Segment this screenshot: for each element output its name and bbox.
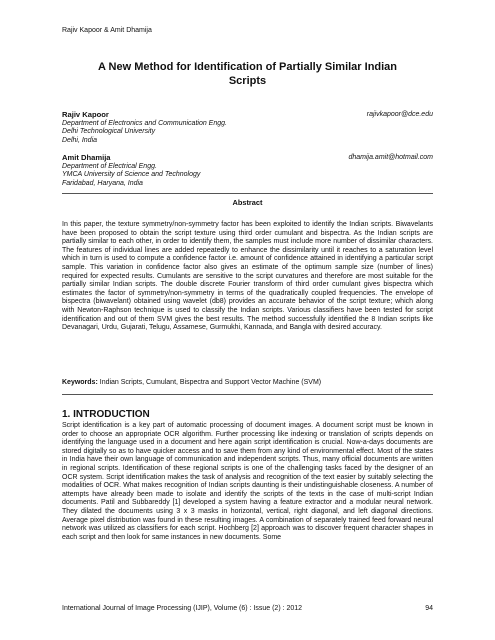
abstract-top-rule	[62, 193, 433, 194]
author-name: Amit Dhamija	[62, 153, 111, 162]
author-block-1	[62, 111, 433, 145]
author-affiliation-line: Delhi, India	[62, 136, 98, 144]
author-name: Rajiv Kapoor	[62, 110, 109, 119]
title-line-1: A New Method for Identification of Partially Similar Indian	[97, 61, 398, 73]
keywords-label: Keywords:	[62, 379, 98, 386]
author-email[interactable]: rajivkapoor@dce.edu	[366, 111, 433, 118]
footer-journal: International Journal of Image Processing (IJIP), Volume (6) : Issue (2) : 2012	[62, 605, 303, 612]
paper-title	[62, 60, 433, 88]
author-affiliation-line: Faridabad, Haryana, India	[62, 179, 143, 187]
page-number: 94	[425, 605, 433, 612]
keywords-bottom-rule	[62, 394, 433, 395]
running-head: Rajiv Kapoor & Amit Dhamija	[62, 27, 152, 34]
page-footer	[62, 605, 433, 612]
keywords-text: Indian Scripts, Cumulant, Bispectra and Support Vector Machine (SVM)	[99, 379, 322, 386]
author-affiliation-line: YMCA University of Science and Technology	[62, 171, 201, 179]
keywords	[62, 379, 433, 386]
title-line-2: Scripts	[228, 75, 267, 87]
author-affiliation-line: Department of Electrical Engg.	[62, 162, 157, 170]
author-affiliation-line: Delhi Technological University	[62, 128, 156, 136]
author-affiliation-line: Department of Electronics and Communication Engg.	[62, 119, 227, 127]
abstract-text: In this paper, the texture symmetry/non-symmetry factor has been exploited to identify the Indian scripts. Biwavelants have been proposed to obtain the script texture using third order cumulant and bispectra. As the Indian scripts are partially similar to each other, in order to identify them, the samples must include more number of dissimilar characters. The features of individual lines are added repeatedly to enhance the dissimilarity until it reaches to a saturation level which in turn is used to compute a confidence factor i.e. amount of confidence attained in identifying a particular script sample. This variation in confidence factor also gives an estimate of the optimum sample size (number of lines) required for expected results. Cumulants are sensitive to the script curvatures and therefore are most suitable for the partially similar Indian scripts. The double discrete Fourier transform of third order cumulant gives bispectra which estimates the factor of symmetry/non-symmetry in terms of the quadratically coupled frequencies. The envelope of bispectra (biwavelant) obtained using wavelet (db8) provides an accurate behavior of the script texture; which along with Newton-Raphson technique is used to classify the Indian scripts. Various classifiers have been tested for script identification and out of them SVM gives the best results. The method successfully identified the 8 Indian scripts like Devanagari, Urdu, Gujarati, Telugu, Assamese, Gurmukhi, Kannada, and Bangla with desired accuracy.	[62, 221, 433, 332]
abstract-heading: Abstract	[232, 198, 263, 207]
section-heading: 1. INTRODUCTION	[62, 409, 150, 420]
author-block-2	[62, 154, 433, 188]
intro-text: Script identification is a key part of automatic processing of document images. A document script must be known in order to choose an appropriate OCR algorithm. Further processing like indexing or translation of scripts depends on identifying the language used in a document and here again script identification is crucial. Now-a-days documents are stored digitally so as to have quicker access and to save them from any kind of environmental effect. Most of the states in India have their own language of communication and independent scripts. Thus, many official documents are written in regional scripts. Identification of these regional scripts is one of the challenging tasks faced by the designer of an OCR system. Script identification makes the task of analysis and recognition of the text easier by suitably selecting the modalities of OCR. What makes recognition of Indian scripts daunting is their undistinguishable closeness. A number of attempts have already been made to isolate and identify the scripts of the texts in the case of multi-script Indian documents. Patil and Subbareddy [1] developed a system having a feature extractor and a modular neural network. They dilated the documents using 3 x 3 masks in horizontal, vertical, right diagonal, and left diagonal directions. Average pixel distribution was found in these resulting images. A combination of separately trained feed forward neural network was utilized as classifiers for each script. Hochberg [2] approach was to discover frequent character shapes in each script and then look for same instances in new documents. Some	[62, 422, 433, 541]
author-email[interactable]: dhamija.amit@hotmail.com	[348, 154, 433, 161]
